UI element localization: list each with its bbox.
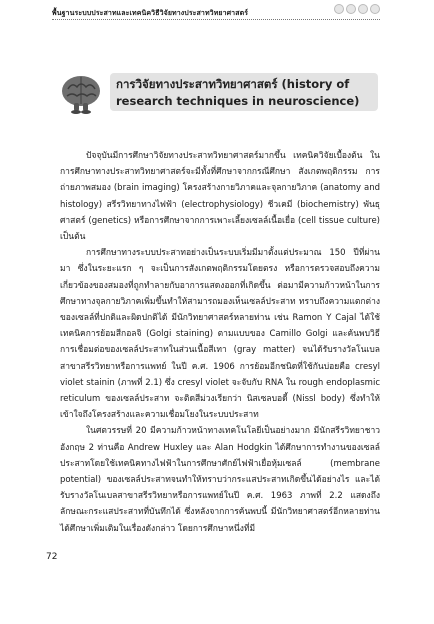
decor-dot [370, 4, 380, 14]
body-text [60, 148, 380, 537]
paragraph: ในศตวรรษที่ 20 มีความก้าวหน้าทางเทคโนโลยีเป็นอย่างมาก มีนักสรีรวิทยาชาวอังกฤษ 2 ท่านคือ Andrew Huxley และ Alan Hodgkin ได้ศึกษาการทำงานของเซลล์ประสาทโดยใช้เทคนิคทางไฟฟ้าในการศึกษาศักย์ไฟฟ้าเยื่อหุ้มเซลล์ (membrane potential) ของเซลล์ประสาทจนทำให้ทราบว่ากระแสประสาทเกิดขึ้นได้อย่างไร และได้รับรางวัลโนเบลสาขาสรีรวิทยาหรือการแพทย์ในปี ค.ศ. 1963 ภาพที่ 2.2 แสดงถึงลักษณะกระแสประสาทที่บันทึกได้ ซึ่งหลังจากการค้นพบนี้ มีนักวิทยาศาสตร์อีกหลายท่านได้ศึกษาเพิ่มเติมในเรื่องดังกล่าว โดยการศึกษาหนึ่งที่มี [60, 426, 380, 534]
decor-dot [358, 4, 368, 14]
header-dots-decoration [334, 4, 380, 14]
header-rule [52, 19, 380, 20]
running-header: พื้นฐานระบบประสาทและเทคนิควิธีวิจัยทางประสาทวิทยาศาสตร์ [52, 9, 249, 17]
section-title: การวิจัยทางประสาทวิทยาศาสตร์ (history of research techniques in neuroscience) [116, 77, 360, 108]
brain-icon [58, 70, 104, 116]
paragraph: ปัจจุบันมีการศึกษาวิจัยทางประสาทวิทยาศาสตร์มากขึ้น เทคนิควิจัยเบื้องต้น ในการศึกษาทางประสาทวิทยาศาสตร์จะมีทั้งที่ศึกษาจากกรณีศึกษา สังเกตพฤติกรรม การถ่ายภาพสมอง (brain imaging) โครงสร้างกายวิภาคและจุลกายวิภาค (anatomy and histology) สรีรวิทยาทางไฟฟ้า (electrophysiology) ชีวเคมี (biochemistry) พันธุศาสตร์ (genetics) หรือการศึกษาจากการเพาะเลี้ยงเซลล์เนื้อเยื่อ (cell tissue culture) เป็นต้น [60, 151, 380, 243]
paragraph: การศึกษาทางระบบประสาทอย่างเป็นระบบเริ่มมีมาตั้งแต่ประมาณ 150 ปีที่ผ่านมา ซึ่งในระยะแรก ๆ จะเป็นการสังเกตพฤติกรรมโดยตรง หรือการตรวจสอบถึงความเกี่ยวข้องของสมองที่ถูกทำลายกับอาการแสดงออกที่เกิดขึ้น ต่อมามีความก้าวหน้าในการศึกษาทางจุลกายวิภาคเพิ่มขึ้นทำให้สามารถมองเห็นเซลล์ประสาท ทราบถึงความแตกต่างของเซลล์ที่ปกติและผิดปกติได้ มีนักวิทยาศาสตร์หลายท่าน เช่น Ramon Y Cajal ได้ใช้เทคนิคการย้อมสีกอลจิ (Golgi staining) ตามแบบของ Camillo Golgi และค้นพบวิธีการเชื่อมต่อของเซลล์ประสาทในส่วนเนื้อสีเทา (gray matter) จนได้รับรางวัลโนเบลสาขาสรีรวิทยาหรือการแพทย์ ในปี ค.ศ. 1906 การย้อมอีกชนิดที่ใช้กันบ่อยคือ cresyl violet stainin (ภาพที่ 2.1) ซึ่ง cresyl violet จะจับกับ RNA ใน rough endoplasmic reticulum ของเซลล์ประสาท จะติดสีม่วงเรียกว่า นิสเซลบอดี้ (Nissl body) ซึ่งทำให้เข้าใจถึงโครงสร้างและความเชื่อมโยงในระบบประสาท [60, 248, 380, 421]
page-number: 72 [46, 552, 58, 562]
decor-dot [334, 4, 344, 14]
decor-dot [346, 4, 356, 14]
